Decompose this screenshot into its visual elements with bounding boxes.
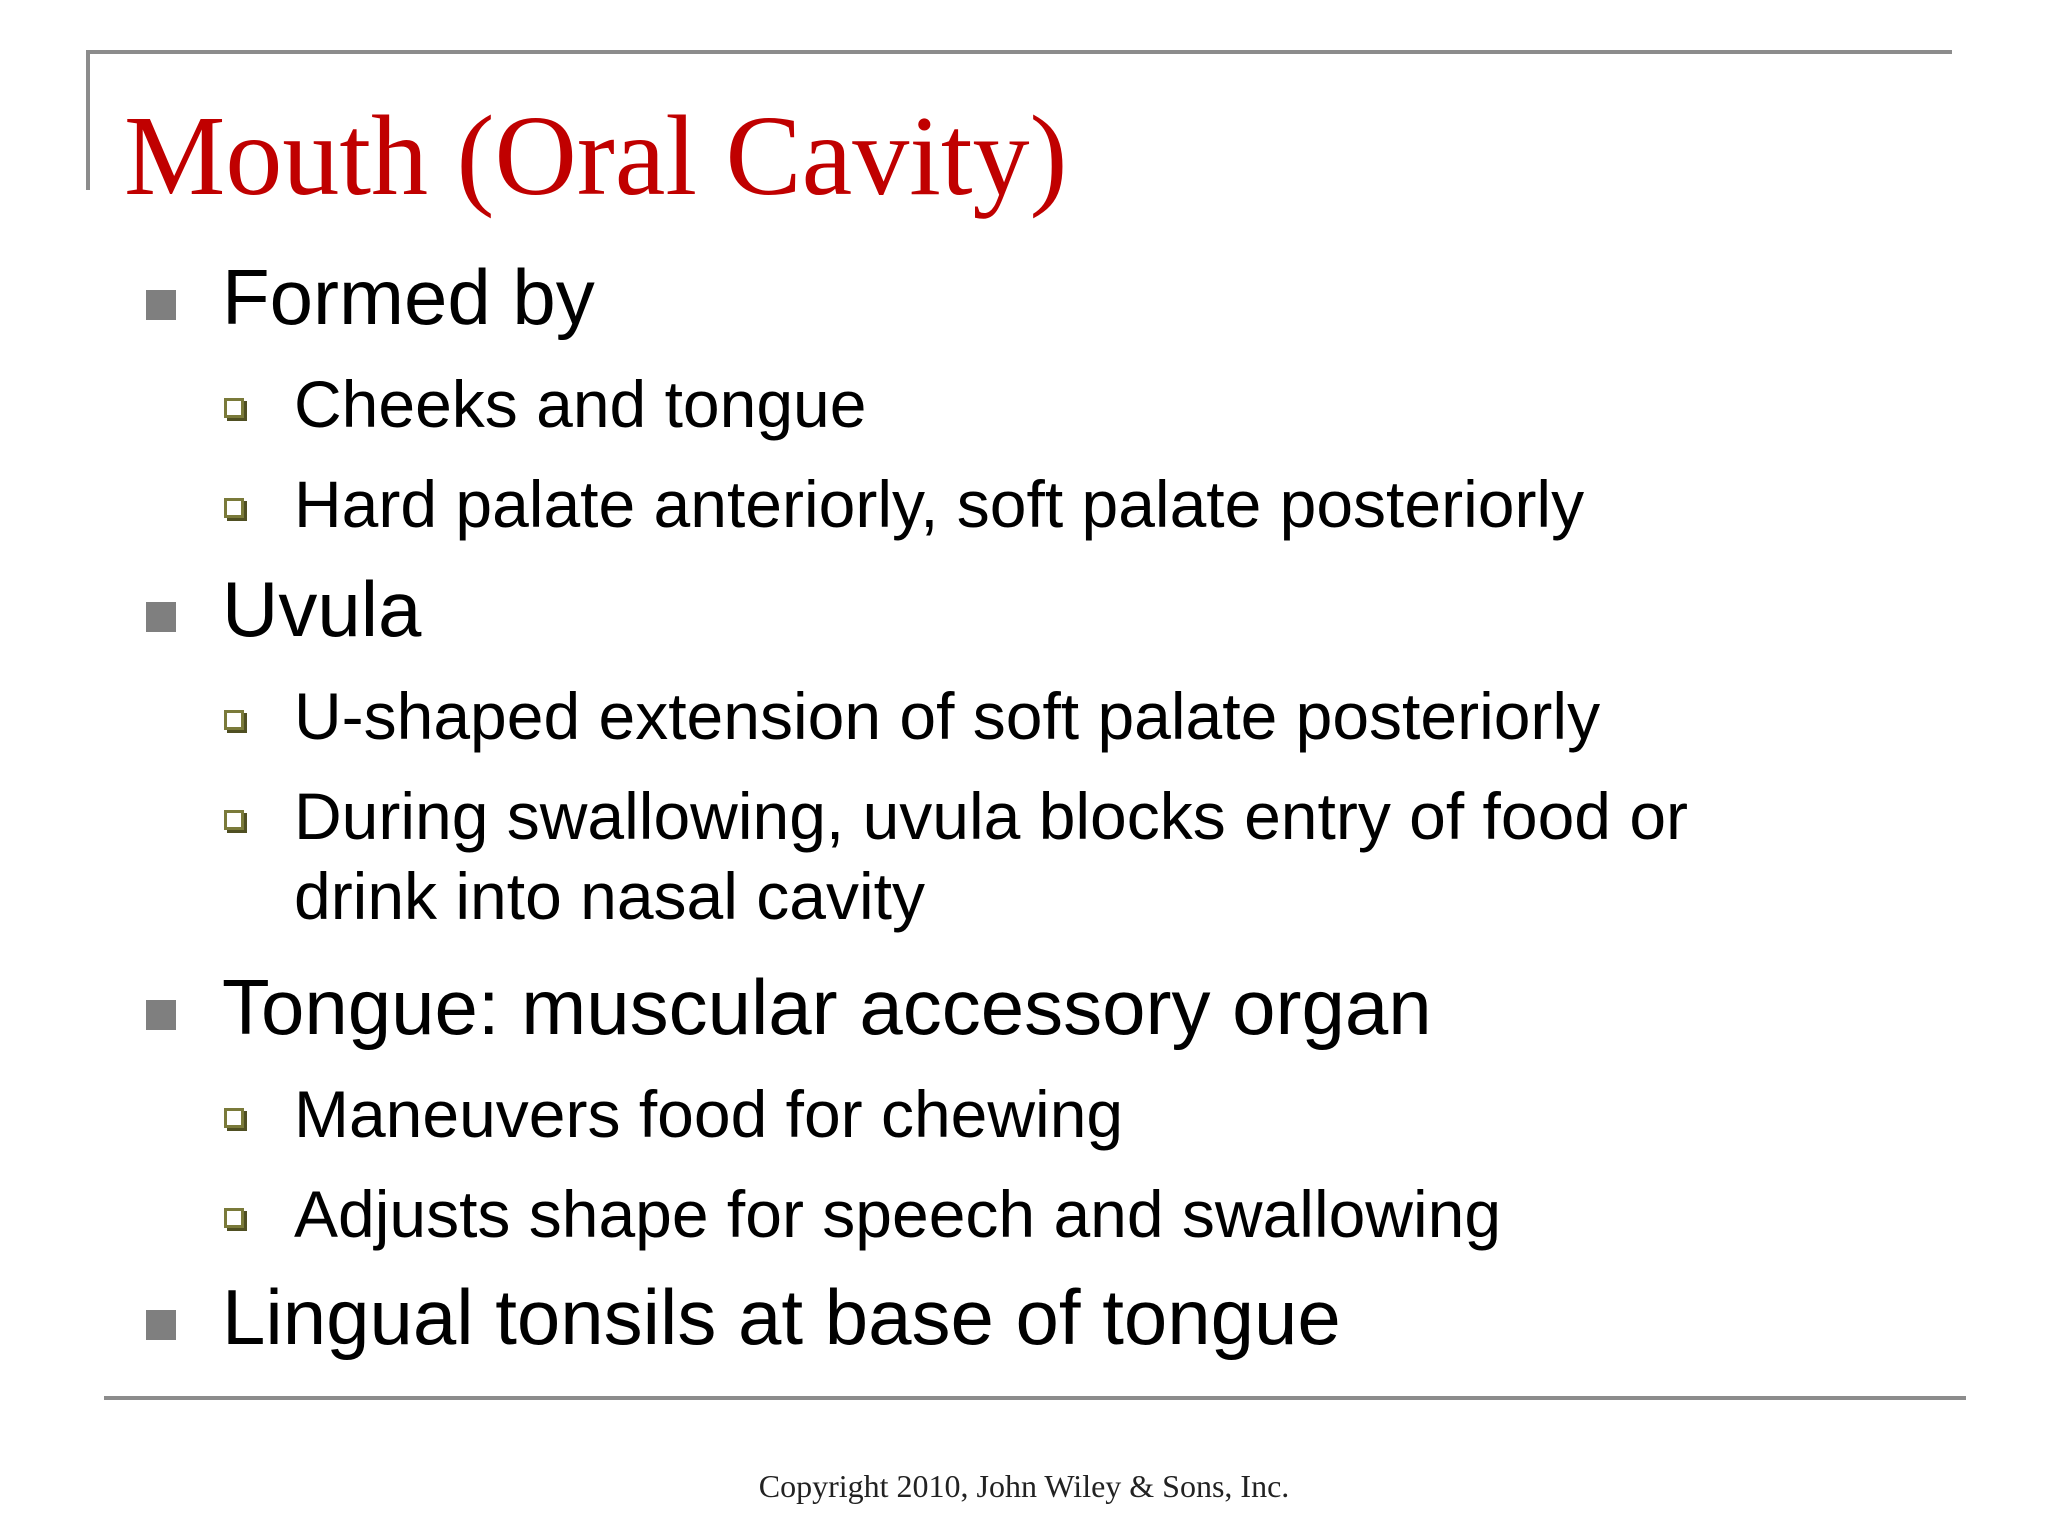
- checkbox-bullet-icon: [224, 498, 244, 518]
- checkbox-bullet-icon: [224, 398, 244, 418]
- square-bullet-icon: [146, 1310, 176, 1340]
- bullet-formed-by: Formed by: [222, 253, 595, 341]
- slide-title: Mouth (Oral Cavity): [124, 92, 1068, 219]
- checkbox-bullet-icon: [224, 710, 244, 730]
- sub-bullet-adjusts: Adjusts shape for speech and swallowing: [294, 1177, 1502, 1251]
- checkbox-bullet-icon: [224, 1208, 244, 1228]
- square-bullet-icon: [146, 602, 176, 632]
- sub-bullet-swallowing: During swallowing, uvula blocks entry of food or: [294, 779, 1689, 853]
- checkbox-bullet-icon: [224, 1108, 244, 1128]
- bullet-tongue: Tongue: muscular accessory organ: [222, 963, 1432, 1051]
- sub-bullet-swallowing-cont: drink into nasal cavity: [294, 859, 925, 933]
- sub-bullet-cheeks: Cheeks and tongue: [294, 367, 867, 441]
- copyright-footer: Copyright 2010, John Wiley & Sons, Inc.: [758, 1468, 1290, 1504]
- square-bullet-icon: [146, 1000, 176, 1030]
- square-bullet-icon: [146, 290, 176, 320]
- checkbox-bullet-icon: [224, 810, 244, 830]
- bullet-lingual-tonsils: Lingual tonsils at base of tongue: [222, 1273, 1341, 1361]
- bullet-uvula: Uvula: [222, 565, 422, 653]
- sub-bullet-u-shaped: U-shaped extension of soft palate posteriorly: [294, 679, 1601, 753]
- sub-bullet-palate: Hard palate anteriorly, soft palate posteriorly: [294, 467, 1585, 541]
- frame-bottom-line: [104, 1396, 1966, 1400]
- sub-bullet-maneuvers: Maneuvers food for chewing: [294, 1077, 1124, 1151]
